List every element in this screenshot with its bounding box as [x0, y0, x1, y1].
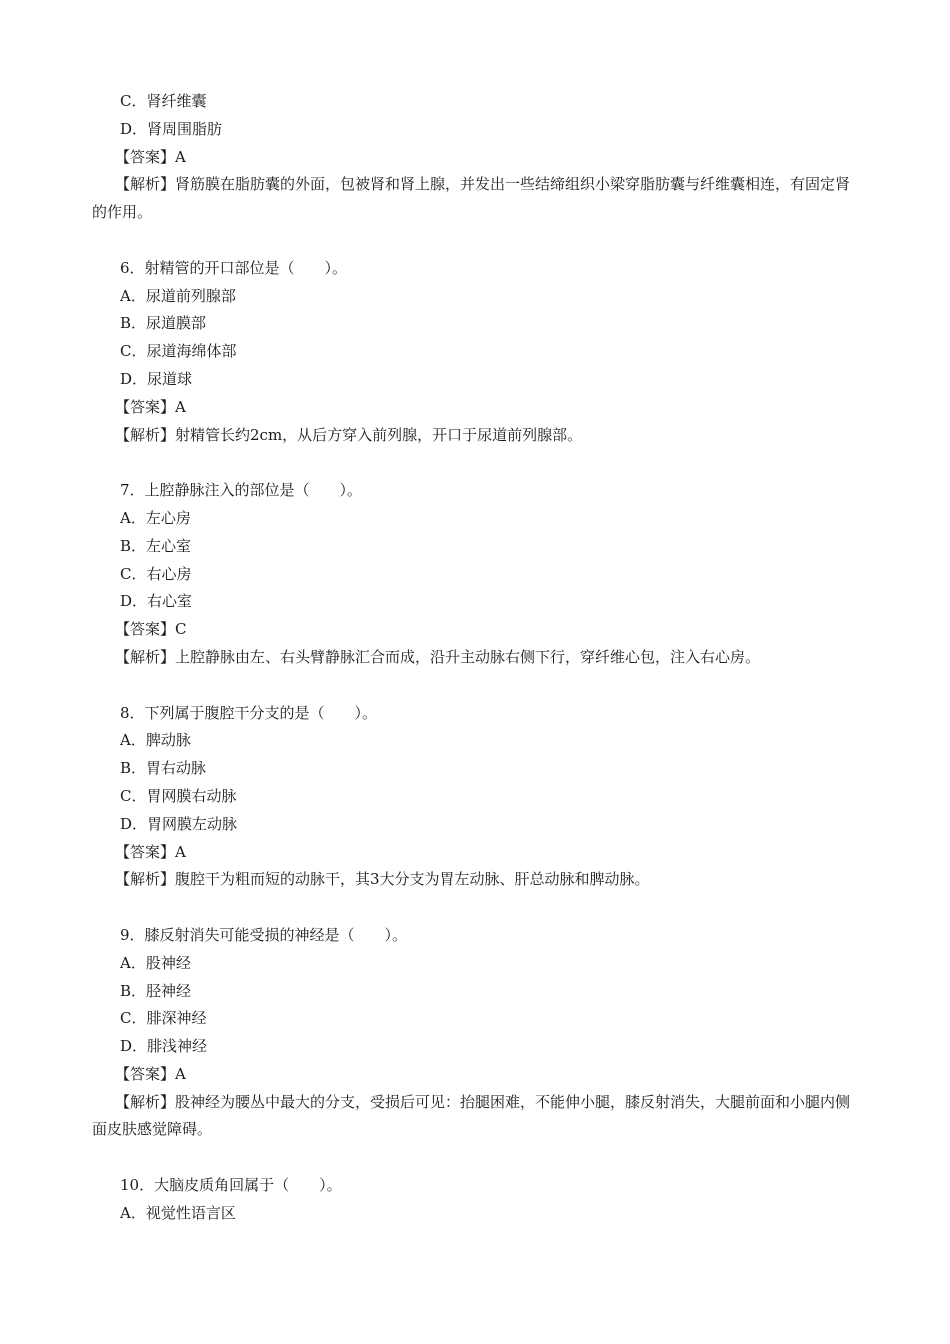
option-c: C．尿道海绵体部 [120, 342, 237, 361]
option-b: B．胃右动脉 [120, 759, 207, 778]
spacer [0, 672, 950, 700]
answer: 【答案】C [115, 620, 187, 639]
option-b: B．胫神经 [120, 981, 192, 1000]
question-block-9 [0, 922, 950, 1144]
answer: 【答案】A [115, 842, 186, 861]
option-d: D．胃网膜左动脉 [120, 814, 238, 833]
spacer [0, 894, 950, 922]
option-b: B．尿道膜部 [120, 314, 207, 333]
option-c: C．肾纤维囊 [120, 92, 207, 110]
option-c: C．右心房 [120, 564, 192, 583]
option-c: C．腓深神经 [120, 1009, 207, 1028]
analysis: 【解析】股神经为腰丛中最大的分支，受损后可见：抬腿困难，不能伸小腿，膝反射消失，大腿前面和小腿内侧面皮肤感觉障碍。 [92, 1092, 851, 1139]
answer: 【答案】A [115, 397, 186, 416]
question-block-10 [0, 1172, 950, 1228]
option-d: D．尿道球 [120, 369, 193, 388]
question-block-7 [0, 477, 950, 672]
question-block-6 [0, 255, 950, 450]
answer: 【答案】A [115, 147, 186, 166]
option-a: A．视觉性语言区 [120, 1203, 236, 1222]
question-text: 6．射精管的开口部位是（ ）。 [120, 258, 348, 277]
analysis: 【解析】肾筋膜在脂肪囊的外面，包被肾和肾上腺，并发出一些结缔组织小梁穿脂肪囊与纤维囊相连，有固定肾的作用。 [92, 175, 851, 222]
option-a: A．脾动脉 [120, 731, 191, 750]
analysis: 【解析】上腔静脉由左、右头臂静脉汇合而成，沿升主动脉右侧下行，穿纤维心包，注入右心房。 [115, 647, 761, 666]
option-a: A．左心房 [120, 508, 191, 527]
answer: 【答案】A [115, 1064, 186, 1083]
question-block-8 [0, 700, 950, 895]
document-page [0, 88, 950, 1228]
analysis: 【解析】腹腔干为粗而短的动脉干，其3大分支为胃左动脉、肝总动脉和脾动脉。 [115, 870, 650, 889]
question-block-5 [0, 88, 950, 227]
question-text: 7．上腔静脉注入的部位是（ ）。 [120, 481, 363, 500]
spacer [0, 1144, 950, 1172]
option-b: B．左心室 [120, 536, 192, 555]
spacer [0, 449, 950, 477]
option-a: A．股神经 [120, 953, 191, 972]
option-d: D．腓浅神经 [120, 1037, 208, 1056]
question-text: 10．大脑皮质角回属于（ ）。 [120, 1176, 342, 1195]
option-a: A．尿道前列腺部 [120, 286, 236, 305]
analysis: 【解析】射精管长约2cm，从后方穿入前列腺，开口于尿道前列腺部。 [115, 425, 583, 444]
option-d: D．肾周围脂肪 [120, 119, 223, 138]
question-text: 8．下列属于腹腔干分支的是（ ）。 [120, 703, 378, 722]
option-c: C．胃网膜右动脉 [120, 786, 237, 805]
spacer [0, 227, 950, 255]
option-d: D．右心室 [120, 592, 193, 611]
question-text: 9．膝反射消失可能受损的神经是（ ）。 [120, 925, 408, 944]
